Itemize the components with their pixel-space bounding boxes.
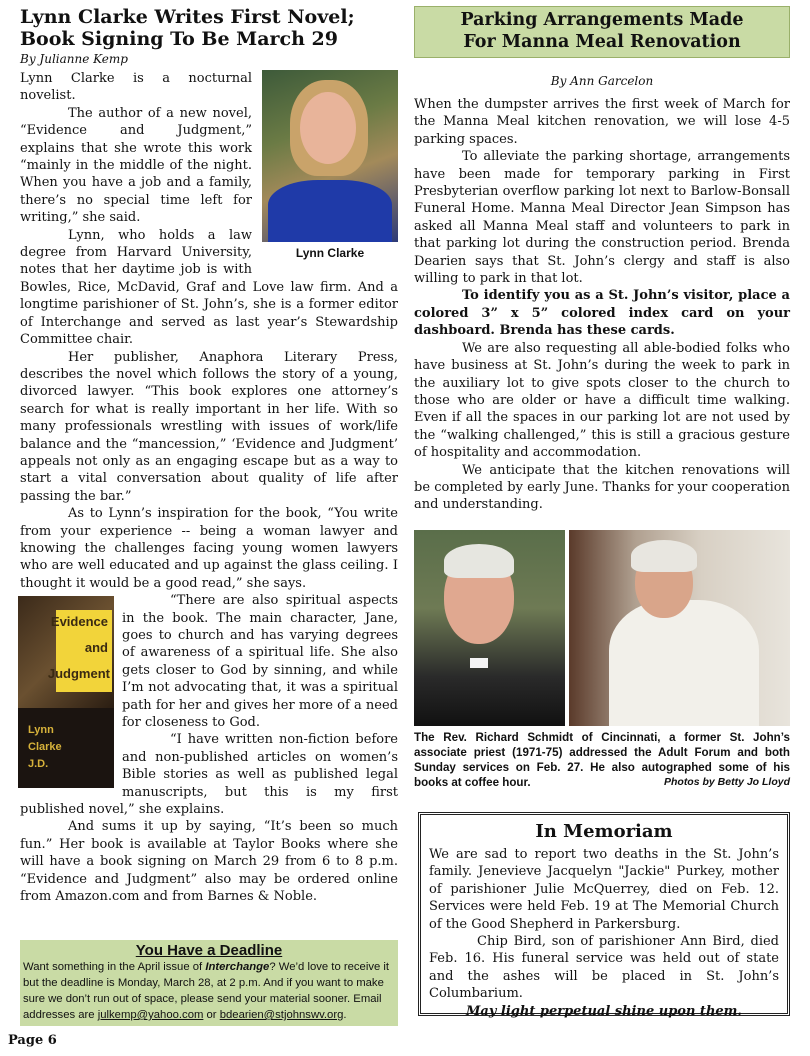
memoriam-box	[418, 812, 790, 1019]
byline: By Ann Garcelon	[550, 74, 654, 88]
paragraph: To alleviate the parking shortage, arrangements have been made for temporary parking in First Presbyterian overflow parking lot next to Barlow-Bonsall Funeral Home. Manna Meal Director Jean Simpson has asked all Manna Meal staff and volunteers to park in that parking lot during the construction period. Brenda Dearien says that St. John’s clergy and staff is also willing to park in that lot.	[414, 149, 790, 287]
paragraph: Her publisher, Anaphora Literary Press, describes the novel which follows the story of a young, divorced lawyer. “This book explores one attorney’s search for what is really important in her life. With so many professionals wrestling with issues of work/life balance and the “mancession,” ‘Evidence and Judgment’ appeals not only as an engaging escape but as a way to start a vital conversation about quality of life after passing the bar.”	[20, 349, 398, 504]
deadline-box	[20, 940, 398, 1026]
lynn-clarke-photo	[262, 70, 398, 260]
paragraph: The author of a new novel, “Evidence and Judgment,” explains that she wrote this work “mainly in the middle of the night. When you have a job and a family, there’s no special time left for writing,” she said.	[20, 105, 252, 226]
paragraph: When the dumpster arrives the first week of March for the Manna Meal kitchen renovation, we will lose 4-5 parking spaces.	[414, 97, 790, 147]
email-link-julkemp[interactable]: julkemp@yahoo.com	[97, 1009, 204, 1021]
paragraph: “I have written non-fiction before and non-published articles on women’s Bible stories as well as published legal manuscripts, but this is my first published novel,” she explains.	[20, 732, 398, 818]
article-headline: Lynn Clarke Writes First Novel; Book Signing To Be March 29	[20, 6, 355, 50]
page-number: Page 6	[8, 1033, 57, 1048]
paragraph: We are sad to report two deaths in the St. John’s family. Jenevieve Jacquelyn "Jackie" Purkey, mother of parishioner Julie McQuerrey, died on Feb. 12. Services were held Feb. 19 at The Memorial Church of the Good Shepherd in Parkersburg.	[429, 847, 779, 932]
lynn-clarke-article	[20, 6, 398, 906]
book-cover-image	[18, 596, 114, 788]
parking-article	[414, 6, 790, 790]
book-author: Lynn Clarke J.D.	[28, 724, 62, 771]
paragraph: As to Lynn’s inspiration for the book, “You write from your experience -- being a woman lawyer and knowing the challenges facing young women lawyers who are well educated and up against the glass ceiling. I thought it would be a good read,” she says.	[20, 506, 398, 591]
deadline-heading: You Have a Deadline	[135, 942, 283, 959]
paragraph: We anticipate that the kitchen renovations will be completed by early June. Thanks for your cooperation and understanding.	[414, 462, 790, 513]
parking-headline: Parking Arrangements Made For Manna Meal Renovation	[460, 10, 744, 52]
paragraph: “There are also spiritual aspects in the book. The main character, Jane, goes to church and has varying degrees of awareness of a spiritual life. She also gets closer to God by sinning, and while I’m not advocating that, it was a spiritual path for her and gives her more of a need for closeness to God.	[122, 593, 398, 731]
parking-headline-box	[414, 6, 790, 58]
paragraph: We are also requesting all able-bodied folks who have business at St. John’s during the week to park in the auxiliary lot to give spots closer to the church to those who are older or have a difficult time walking. Even if all the spaces in our parking lot are not used by the “walking challenged,” this is still a gracious gesture of hospitality and accommodation.	[414, 340, 790, 461]
portrait-image	[262, 70, 398, 242]
paragraph: Lynn Clarke is a nocturnal novelist.	[20, 71, 252, 104]
photo-caption: Lynn Clarke	[295, 246, 365, 260]
memoriam-closing: May light perpetual shine upon them.	[466, 1003, 742, 1019]
photo-pair	[414, 530, 790, 726]
photo-credit: Photos by Betty Jo Lloyd	[663, 775, 790, 788]
schmidt-signing-photo	[569, 530, 790, 726]
email-link-bdearien[interactable]: bdearien@stjohnswv.org	[219, 1009, 344, 1021]
deadline-text: Want something in the April issue of Interchange? We’d love to receive it but the deadline is Monday, March 28, at 2 p.m. And if you want to make sure we don’t run out of space, please send your material sooner. Email addresses are julkemp@yahoo.com or bdearien@stjohnswv.org.	[23, 961, 390, 1021]
paragraph: And sums it up by saying, “It’s been so much fun.” Her book is available at Taylor Books where she will have a book signing on March 29 from 6 to 8 p.m. “Evidence and Judgment” also may be ordered online from Amazon.com and from Barnes & Noble.	[20, 819, 398, 905]
book-title-2: and	[84, 640, 108, 656]
paragraph: Lynn, who holds a law degree from Harvard University, notes that her daytime job is with Bowles, Rice, McDavid, Graf and Love law firm. And a longtime parishioner of St. John’s, she is a former editor of Interchange and served as last year’s Stewardship Committee chair.	[20, 227, 398, 348]
schmidt-portrait-photo	[414, 530, 565, 726]
paragraph: Chip Bird, son of parishioner Ann Bird, died Feb. 16. His funeral service was held out of state and the ashes will be placed in St. John’s Columbarium.	[429, 934, 779, 1002]
paragraph-bold: To identify you as a St. John’s visitor, place a colored 3” x 5” colored index card on your dashboard. Brenda has these cards.	[414, 288, 790, 339]
memoriam-heading: In Memoriam	[535, 821, 673, 842]
book-title-3: Judgment	[47, 666, 110, 682]
photo-caption: The Rev. Richard Schmidt of Cincinnati, a former St. John’s associate priest (1971-75) addressed the Adult Forum and both Sunday services on Feb. 27. He also autographed some of his books at coffee hour. Photos by Betty Jo Lloyd	[414, 730, 790, 789]
book-title-1: Evidence	[50, 614, 108, 630]
byline: By Julianne Kemp	[20, 52, 128, 66]
